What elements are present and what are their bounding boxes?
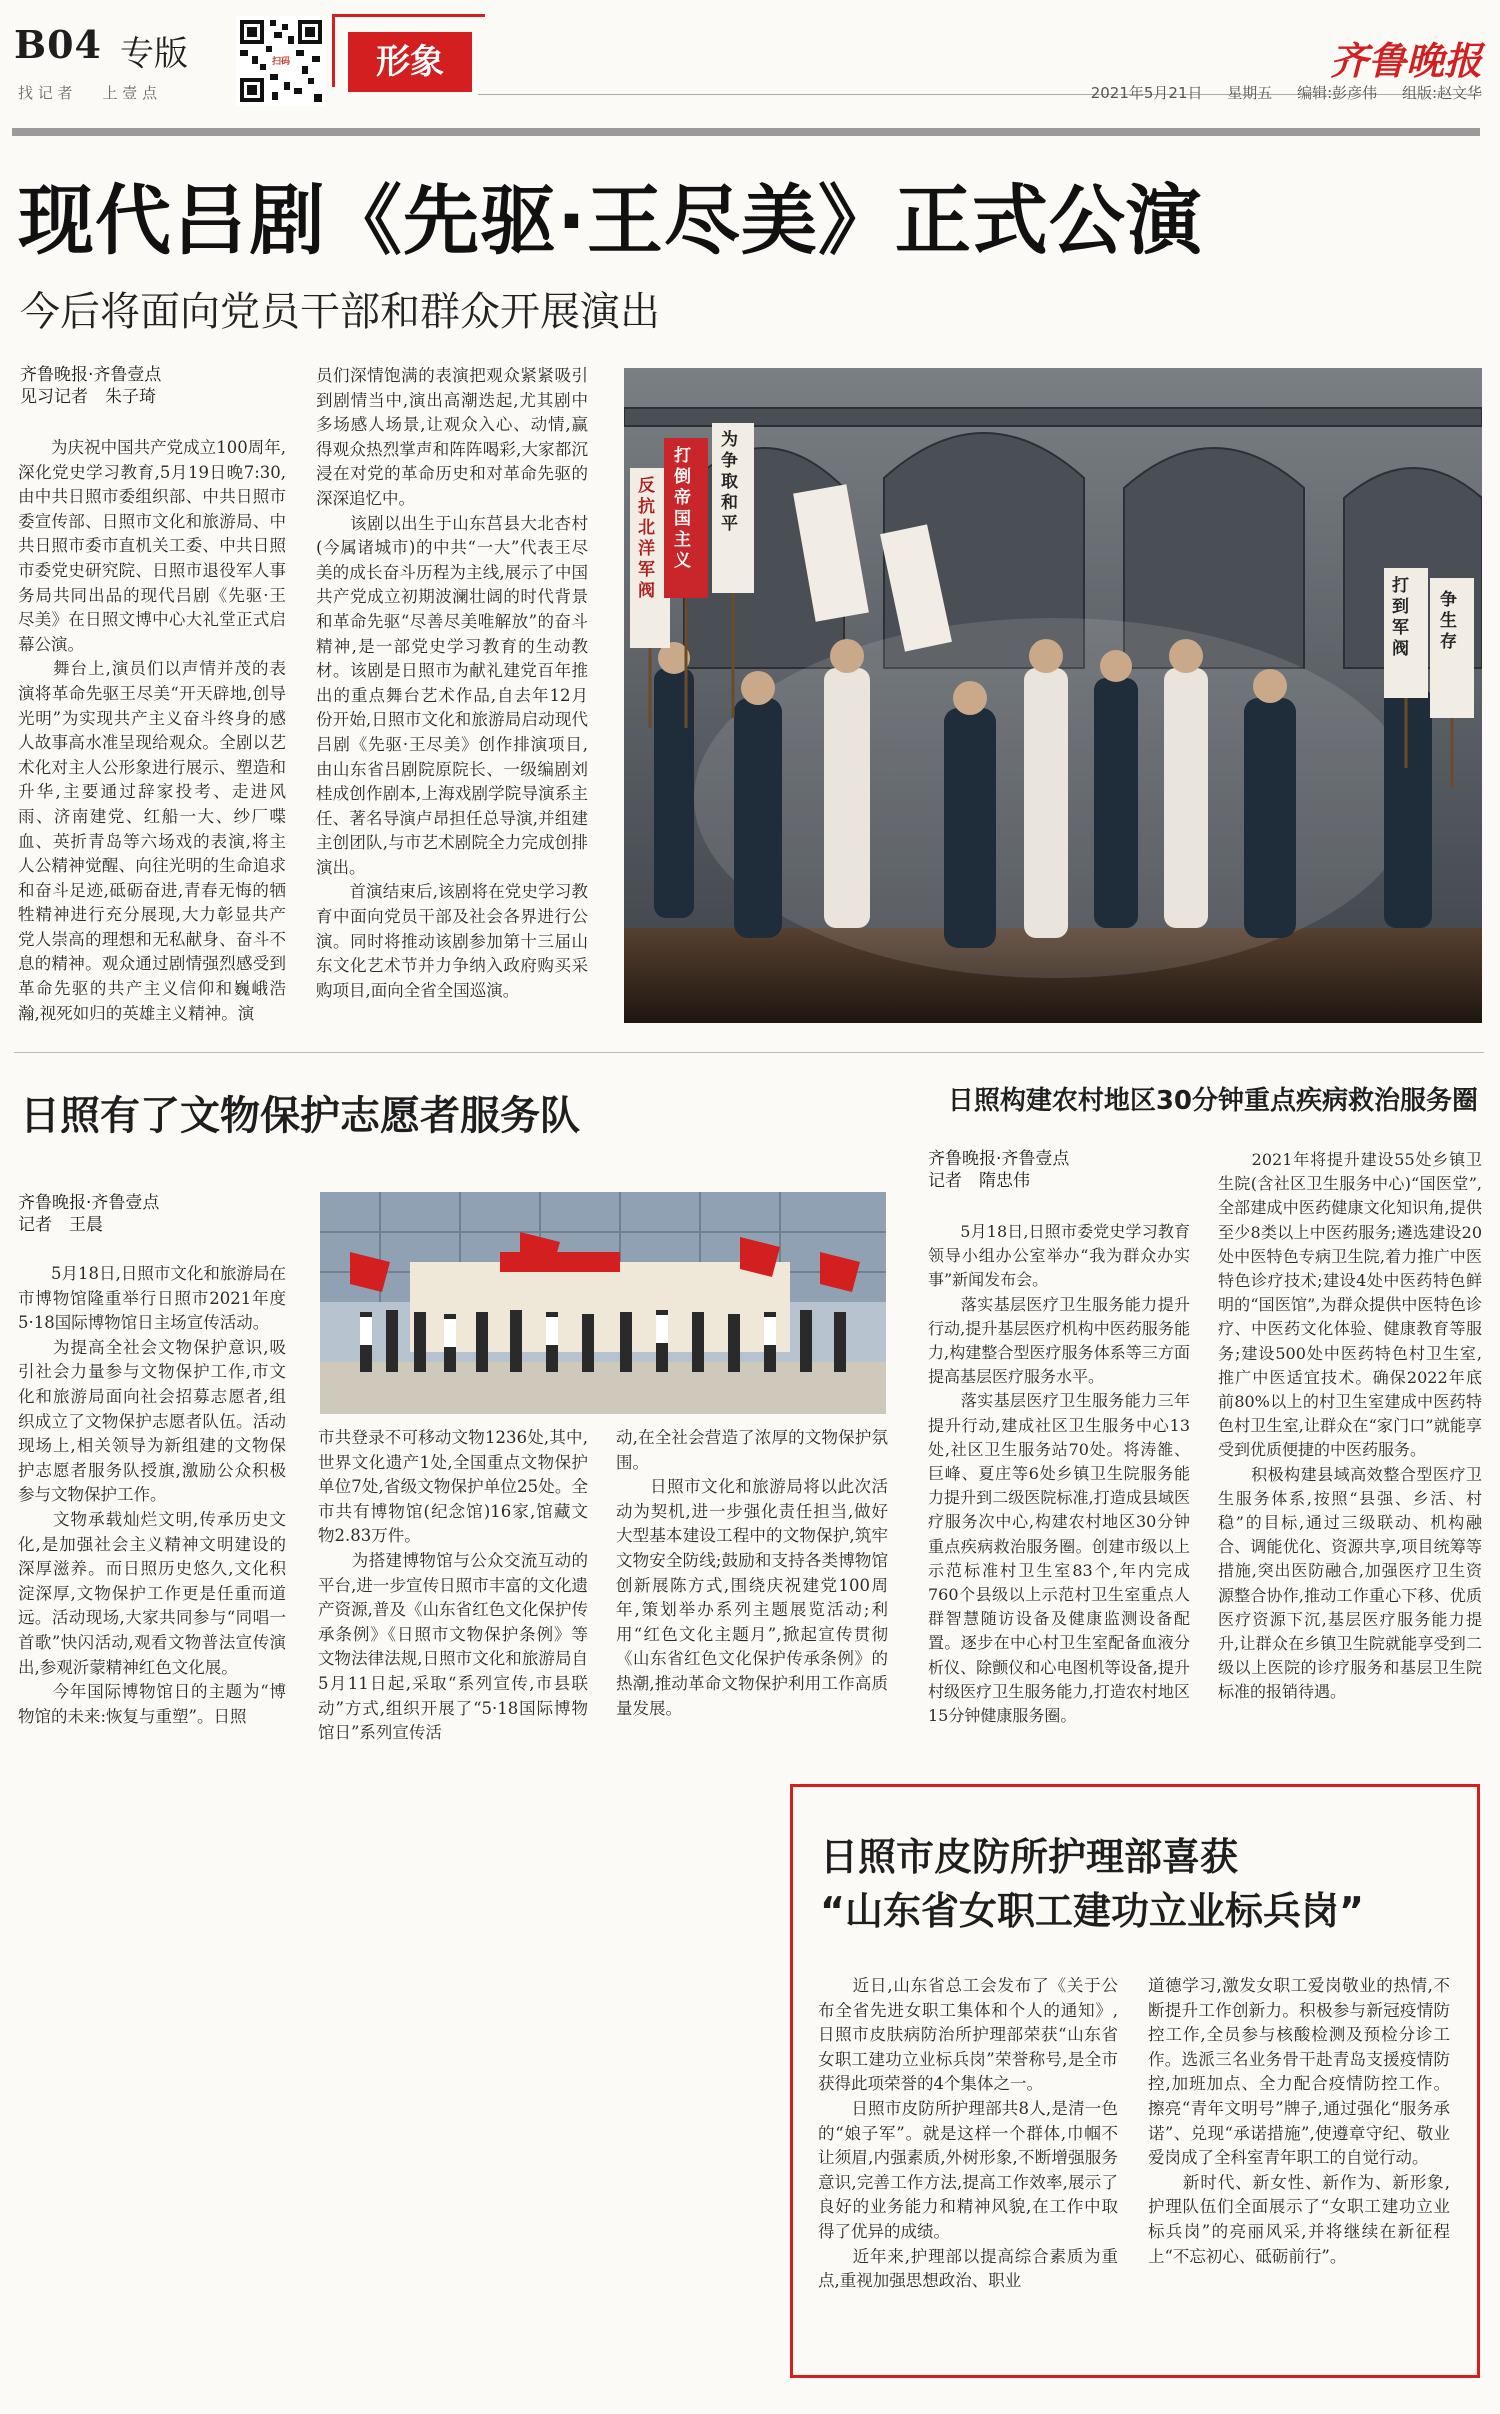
stage-photo-graphic (624, 368, 1482, 1023)
banner-text-4: 打到军阀 (1392, 576, 1409, 659)
volunteer-photo-graphic (320, 1192, 886, 1414)
relic-reporter: 记者 王晨 (18, 1215, 103, 1235)
qr-code[interactable] (236, 16, 326, 106)
banner-text-1: 反抗北洋军阀 (638, 476, 655, 601)
stage-photo[interactable] (624, 368, 1482, 1023)
lead-headline: 现代吕剧《先驱·王尽美》正式公演 (18, 176, 1203, 265)
section-name: 专版 (120, 34, 188, 74)
lead-subhead: 今后将面向党员干部和群众开展演出 (20, 289, 660, 335)
award-column-1: 近日,山东省总工会发布了《关于公布全省先进女职工集体和个人的通知》,日照市皮肤病防治所护理部荣获“山东省女职工建功立业标兵岗”荣誉称号,是全市获得此项荣誉的4个集体之一。 日照市皮防所护理部共8人,是清一色的“娘子军”。就是这样一个群体,巾帼不让须眉,内强素质,外树形象,不断增强服务意识,完善工作方法,提高工作效率,展示了良好的业务能力和精神风貌,在工作中取得了优异的成绩。 近年来,护理部以提高综合素质为重点,重视加强思想政治、职业 (818, 1976, 1118, 2291)
award-column-2: 道德学习,激发女职工爱岗敬业的热情,不断提升工作创新力。积极参与新冠疫情防控工作,全员参与核酸检测及预检分诊工作。选派三名业务骨干赴青岛支援疫情防控,加班加点、全力配合疫情防控工作。擦亮“青年文明号”牌子,通过强化“服务承诺”、兑现“承诺措施”,使遵章守纪、敬业爱岗成了全科室青年职工的自觉行动。 新时代、新女性、新作为、新形象,护理队伍们全面展示了“女职工建功立业标兵岗”的亮丽风采,并将继续在新征程上“不忘初心、砥砺前行”。 (1148, 1976, 1450, 2266)
relic-column-2: 市共登录不可移动文物1236处,其中,世界文化遗产1处,全国重点文物保护单位7处,省级文物保护单位25处。全市共有博物馆(纪念馆)16家,馆藏文物2.83万件。 为搭建博物馆与公众交流互动的平台,进一步宣传日照市丰富的文化遗产资源,普及《山东省红色文化保护传承条例》《日照市文物保护条例》等文物法律法规,日照市文化和旅游局自5月11日起,采取“系列宣传,市县联动”方式,组织开展了“5·18国际博物馆日”系列宣传活 (318, 1428, 588, 1743)
masthead-tagline: 找 记 者 上 壹 点 (18, 84, 158, 102)
lead-reporter: 见习记者 朱子琦 (20, 387, 156, 407)
clinic-column-1: 5月18日,日照市委党史学习教育领导小组办公室举办“我为群众办实事”新闻发布会。 落实基层医疗卫生服务能力提升行动,提升基层医疗机构中医药服务能力,构建整合型医疗服务体系等三方面提高基层医疗服务水平。 落实基层医疗卫生服务能力三年提升行动,建成社区卫生服务中心13处,社区卫生服务站70处。将涛雒、巨峰、夏庄等6处乡镇卫生院服务能力提升到二级医院标准,打造成县域医疗服务次中心,构建农村地区30分钟重点疾病救治服务圈。创建市级以上示范标准村卫生室83个,年内完成760个县级以上示范村卫生室重点人群智慧随访设备及健康监测设备配置。逐步在中心村卫生室配备血液分析仪、除颤仪和心电图机等设备,提升村级医疗卫生服务能力,打造农村地区15分钟健康服务圈。 (928, 1222, 1190, 1726)
editor-credit: 编辑:彭彦伟 (1297, 84, 1378, 102)
page-number: B04 (14, 22, 102, 67)
award-headline-line-1: 日照市皮防所护理部喜获 (820, 1835, 1239, 1879)
banner-text-5: 争生存 (1440, 590, 1457, 652)
paper-logo: 齐鲁晚报 (1329, 38, 1482, 83)
column-tag: 形象 (348, 32, 472, 92)
masthead-meta (1091, 82, 1482, 103)
clinic-column-2: 2021年将提升建设55处乡镇卫生院(含社区卫生服务中心)“国医堂”,全部建成中医药健康文化知识角,提供至少8类以上中医药服务;遴选建设20处中医特色专病卫生院,着力推广中医特色诊疗技术;建设4处中医药特色鲜明的“国医馆”,为群众提供中医特色诊疗、中医药文化体验、健康教育等服务;建设500处中医药特色村卫生室,推广中医适宜技术。确保2022年底前80%以上的村卫生室建成中医药特色村卫生室,让群众在“家门口”就能享受到优质便捷的中医药服务。 积极构建县域高效整合型医疗卫生服务体系,按照“县强、乡活、村稳”的目标,通过三级联动、机构融合、调能优化、资源共享,项目统筹等措施,突出医防融合,加强医疗卫生资源整合协作,推动工作重心下移、优质医疗资源下沉,基层医疗服务能力提升,让群众在乡镇卫生院就能享受到二级以上医院的诊疗服务和基层卫生院标准的报销待遇。 (1218, 1150, 1482, 1702)
volunteer-photo[interactable] (320, 1192, 886, 1414)
banner-text-3: 为争取和平 (721, 430, 738, 534)
relic-column-1: 5月18日,日照市文化和旅游局在市博物馆隆重举行日照市2021年度5·18国际博物馆日主场宣传活动。 为提高全社会文物保护意识,吸引社会力量参与文物保护工作,市文化和旅游局面向社会招募志愿者,组织成立了文物保护志愿者队伍。活动现场上,相关领导为新组建的文物保护志愿者服务队授旗,激励公众积极参与文物保护工作。 文物承载灿烂文明,传承历史文化,是加强社会主义精神文明建设的深厚滋养。而日照历史悠久,文化积淀深厚,文物保护工作更是任重而道远。活动现场,大家共同参与“同唱一首歌”快闪活动,观看文物普法宣传演出,参观沂蒙精神红色文化展。 今年国际博物馆日的主题为“博物馆的未来:恢复与重塑”。日照 (18, 1264, 286, 1726)
award-headline-line-2: “山东省女职工建功立业标兵岗” (820, 1889, 1364, 1933)
lead-column-1: 为庆祝中国共产党成立100周年,深化党史学习教育,5月19日晚7:30,由中共日照市委组织部、中共日照市委宣传部、日照市文化和旅游局、中共日照市委市直机关工委、中共日照市委党史研究院、日照市退役军人事务局共同出品的现代吕剧《先驱·王尽美》在日照文博中心大礼堂正式启幕公演。 舞台上,演员们以声情并茂的表演将革命先驱王尽美“开天辟地,创导光明”为实现共产主义奋斗终身的感人故事高水准呈现给观众。全剧以艺术化对主人公形象进行展示、塑造和升华,主要通过辞家投考、走进风雨、济南建党、红船一大、纱厂喋血、英折青岛等六场戏的表演,将主人公精神觉醒、向往光明的生命追求和奋斗足迹,砥砺奋进,青春无悔的牺牲精神进行充分展现,大力彰显共产党人崇高的理想和无私献身、奋斗不息的精神。观众通过剧情强烈感受到革命先驱的共产主义信仰和巍峨浩瀚,视死如归的英雄主义精神。演 (18, 438, 286, 1023)
relic-column-3: 动,在全社会营造了浓厚的文物保护氛围。 日照市文化和旅游局将以此次活动为契机,进一步强化责任担当,做好大型基本建设工程中的文物保护,筑牢文物安全防线;鼓励和支持各类博物馆创新展陈方式,围绕庆祝建党100周年,策划举办系列主题展览活动;利用“红色文化主题月”,掀起宣传贯彻《山东省红色文化保护传承条例》的热潮,推动革命文物保护利用工作高质量发展。 (616, 1428, 888, 1718)
relic-headline: 日照有了文物保护志愿者服务队 (20, 1093, 580, 1139)
relic-source: 齐鲁晚报·齐鲁壹点 (18, 1193, 160, 1213)
lead-column-2: 员们深情饱满的表演把观众紧紧吸引到剧情当中,演出高潮迭起,尤其剧中多场感人场景,让观众入心、动情,赢得观众热烈掌声和阵阵喝彩,大家都沉浸在对党的革命历史和对革命先驱的深深追忆中。 该剧以出生于山东莒县大北杏村(今属诸城市)的中共“一大”代表王尽美的成长奋斗历程为主线,展示了中国共产党成立初期波澜壮阔的时代背景和革命先驱“尽善尽美唯解放”的奋斗精神,是一部党史学习教育的生动教材。该剧是日照市为献礼建党百年推出的重点舞台艺术作品,自去年12月份开始,日照市文化和旅游局启动现代吕剧《先驱·王尽美》创作排演项目,由山东省吕剧院原院长、一级编剧刘桂成创作剧本,上海戏剧学院导演系主任、著名导演卢昂担任总导演,并组建主创团队,与市艺术剧院全力完成创排演出。 首演结束后,该剧将在党史学习教育中面向党员干部及社会各界进行公演。同时将推动该剧参加第十三届山东文化艺术节并力争纳入政府购买采购项目,面向全省全国巡演。 (316, 366, 588, 1000)
clinic-reporter: 记者 隋忠伟 (928, 1171, 1030, 1191)
issue-weekday: 星期五 (1227, 84, 1273, 102)
lead-byline (20, 364, 161, 408)
relic-byline (18, 1192, 159, 1236)
award-headline (820, 1830, 1364, 1938)
lead-source: 齐鲁晚报·齐鲁壹点 (20, 365, 162, 385)
clinic-byline (928, 1148, 1069, 1192)
clinic-headline: 日照构建农村地区30分钟重点疾病救治服务圈 (947, 1086, 1478, 1116)
qr-badge: 扫码 (271, 57, 290, 67)
lead-divider (14, 1052, 1484, 1053)
issue-date: 2021年5月21日 (1090, 84, 1203, 102)
banner-text-2: 打倒帝国主义 (674, 446, 691, 571)
masthead-bar (12, 128, 1480, 136)
layout-credit: 组版:赵文华 (1401, 84, 1482, 102)
clinic-source: 齐鲁晚报·齐鲁壹点 (928, 1149, 1070, 1169)
